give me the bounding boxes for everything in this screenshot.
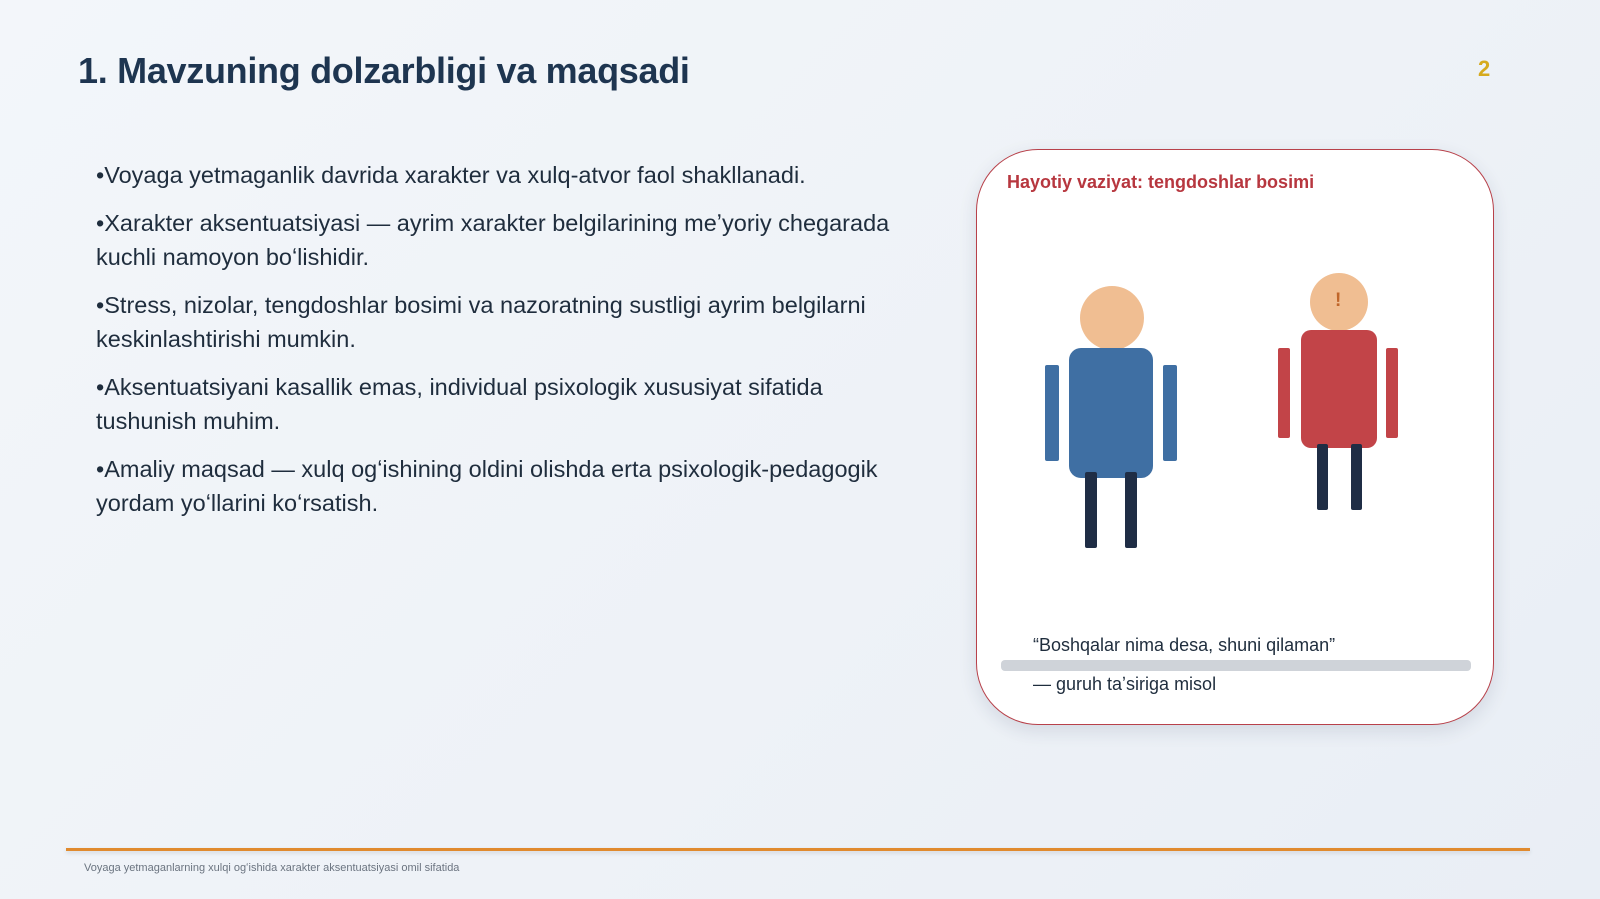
bullet-item: • Voyaga yetmaganlik davrida xarakter va xulq-atvor faol shakllanadi.: [96, 158, 916, 192]
page-number: 2: [1478, 56, 1491, 81]
quote-text: “Boshqalar nima desa, shuni qilaman”: [1033, 635, 1336, 655]
bullet-item: • Stress, nizolar, tengdoshlar bosimi va nazoratning sustligi ayrim belgilarni keskinlashtirishi mumkin.: [96, 288, 916, 356]
bullet-list: [96, 158, 916, 534]
bullet-item: • Aksentuatsiyani kasallik emas, individual psixologik xususiyat sifatida tushunish muhim.: [96, 370, 916, 438]
person-red: [1278, 273, 1398, 510]
exclamation-mark: !: [1335, 290, 1342, 311]
person-blue: [1045, 286, 1177, 548]
quote-divider: [1001, 660, 1471, 671]
page-title: 1. Mavzuning dolzarbligi va maqsadi: [78, 50, 690, 91]
bullet-item: • Xarakter aksentuatsiyasi — ayrim xarakter belgilarining meʼyoriy chegarada kuchli namoyon boʻlishidir.: [96, 206, 916, 274]
quote-caption: — guruh taʼsiriga misol: [1033, 674, 1217, 694]
footer-text: Voyaga yetmaganlarning xulqi ogʻishida xarakter aksentuatsiyasi omil sifatida: [84, 862, 460, 874]
footer-divider: [66, 848, 1530, 851]
illustration-card: [976, 149, 1494, 725]
bullet-item: • Amaliy maqsad — xulq ogʻishining oldini olishda erta psixologik-pedagogik yordam yoʻllarini koʻrsatish.: [96, 452, 916, 520]
illustration-title: Hayotiy vaziyat: tengdoshlar bosimi: [1007, 172, 1315, 192]
